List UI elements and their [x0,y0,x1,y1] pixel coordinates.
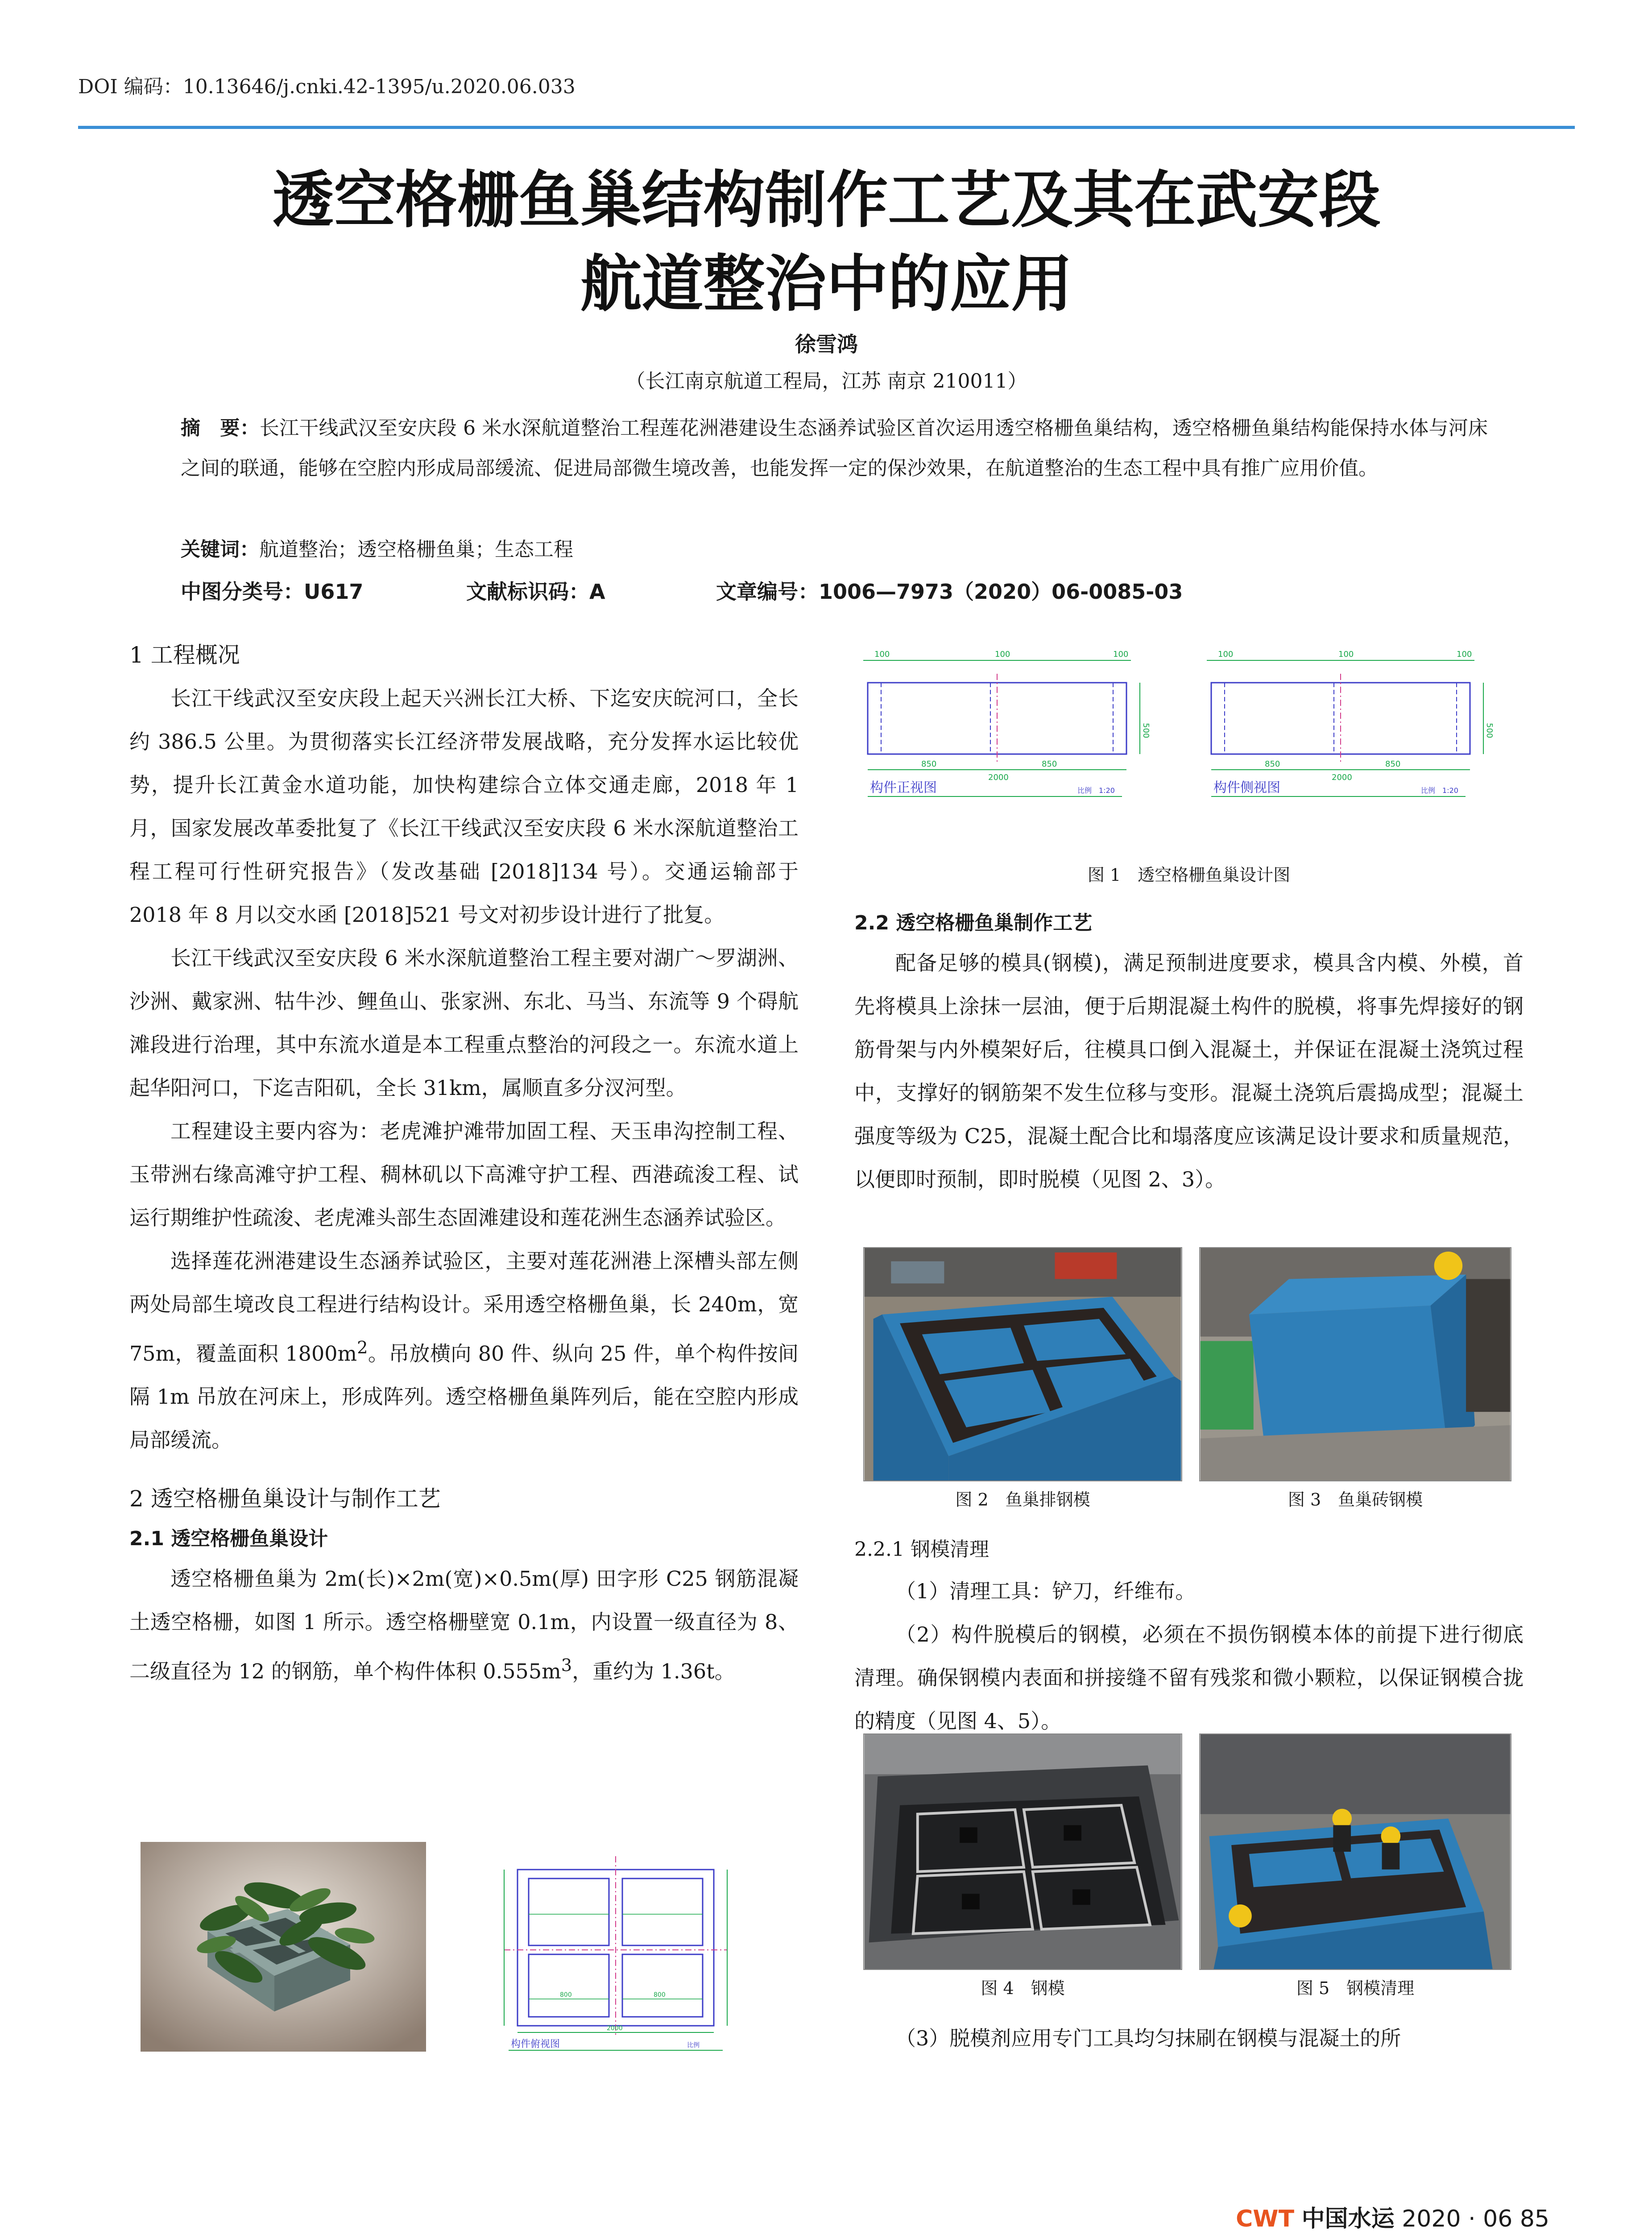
right-column-middle [854,1530,1524,1743]
scale-label: 比例 [687,2042,700,2049]
figure-5-photo [1199,1733,1511,1970]
article-meta [181,576,1183,605]
keywords-label: 关键词： [181,538,259,561]
paragraph: 配备足够的模具(钢模)，满足预制进度要求，模具含内模、外模，首先将模具上涂抹一层油，便于后期混凝土构件的脱模，将事先焊接好的钢筋骨架与内外模架好后，往模具口倒入混凝土，并保证在混凝土浇筑过程中，支撑好的钢筋架不发生位移与变形。混凝土浇筑后震捣成型；混凝土强度等级为 C25，混凝土配合比和塌落度应该满足设计要求和质量规范，以便即时预制，即时脱模（见图 2、3）。 [854,951,1524,1191]
figure-3-caption: 图 3 鱼巢砖钢模 [1288,1490,1423,1509]
subsection-2-2-heading: 2.2 透空格栅鱼巢制作工艺 [854,912,1093,934]
scale-label: 比例 1:20 [1077,786,1115,795]
journal-name: 中国水运 [1301,2206,1395,2231]
affiliation: （长江南京航道工程局，江苏 南京 210011） [625,370,1027,393]
dim-label: 100 [1457,650,1472,659]
dim-label: 800 [654,1991,666,1999]
dim-label: 100 [1338,650,1354,659]
dim-label: 100 [995,650,1010,659]
issue: 2020 · 06 [1402,2206,1513,2231]
title-line-2: 航道整治中的应用 [580,248,1073,320]
dim-label: 100 [874,650,890,659]
paragraph: 长江干线武汉至安庆段上起天兴洲长江大桥、下迄安庆皖河口，全长约 386.5 公里。为贯彻落实长江经济带发展战略，充分发挥水运比较优势，提升长江黄金水道功能，加快构建综合立体交通走廊，2018 年 1 月，国家发展改革委批复了《长江干线武汉至安庆段 6 米水深航道整治工程工程可行性研究报告》（发改基础 [2018]134 号）。交通运输部于 2018 年 8 月以交水函 [2018]521 号文对初步设计进行了批复。 [129,686,799,927]
page-footer [1236,2200,1549,2231]
paragraph: 工程建设主要内容为：老虎滩护滩带加固工程、天玉串沟控制工程、玉带洲右缘高滩守护工程、稠林矶以下高滩守护工程、西港疏浚工程、试运行期维护性疏浚、老虎滩头部生态固滩建设和莲花洲生态涵养试验区。 [129,1119,799,1230]
paragraph [129,1557,799,1693]
journal-brand: CWT [1236,2206,1295,2231]
dim-label: 850 [921,759,937,769]
document-code: 文献标识码：A [466,580,605,604]
dim-label: 850 [1385,759,1401,769]
clc-number: 中图分类号：U617 [181,580,364,604]
list-item: （1）清理工具：铲刀，纤维布。 [895,1579,1196,1603]
plan-view-drawing [491,1852,741,2057]
right-column-top [854,905,1524,1201]
dim-label: 500 [1485,723,1494,738]
page-number: 85 [1520,2206,1549,2231]
figure-3-photo [1199,1247,1511,1481]
front-view-label: 构件正视图 [870,780,937,796]
paper-title [78,158,1575,326]
right-column-bottom [854,2017,1524,2060]
subsection-2-1-heading: 2.1 透空格栅鱼巢设计 [129,1527,328,1551]
figure-1-drawing [854,643,1532,817]
abstract-label: 摘 要： [181,417,260,440]
dim-label: 2000 [988,773,1009,782]
dim-label: 500 [1141,723,1151,738]
plan-view-label: 构件俯视图 [511,2039,560,2050]
figure-4-photo [863,1733,1182,1970]
article-number: 文章编号：1006—7973（2020）06-0085-03 [716,580,1183,604]
keywords [181,533,573,562]
title-line-1: 透空格栅鱼巢结构制作工艺及其在武安段 [272,164,1381,236]
dim-label: 100 [1113,650,1129,659]
list-item: （3）脱模剂应用专门工具均匀抹刷在钢模与混凝土的所 [895,2026,1401,2050]
paragraph-part: 选择莲花洲港建设生态涵养试验区，主要对莲花洲港上深槽头部左侧两处局部生境改良工程进行结构设计。采用透空格栅鱼巢，长 240m，宽 75m，覆盖面积 1800m [129,1249,799,1366]
side-view-label: 构件侧视图 [1213,780,1280,796]
section-2-heading: 2 透空格栅鱼巢设计与制作工艺 [129,1486,441,1512]
figure-1-caption: 图 1 透空格栅鱼巢设计图 [1087,865,1291,885]
figure-5-caption: 图 5 钢模清理 [1296,1978,1415,1998]
dim-label: 100 [1218,650,1234,659]
dim-label: 2000 [1332,773,1352,782]
paragraph-part: 。吊放横向 80 件、纵向 25 件，单个构件按间隔 1m 吊放在河床上，形成阵列。透空格栅鱼巢阵列后，能在空腔内形成局部缓流。 [129,1341,799,1452]
paragraph-part: ，重约为 1.36t。 [572,1659,735,1684]
author: 徐雪鸿 [795,332,858,357]
side-view [1207,650,1494,796]
fishnest-render-image [141,1842,426,2052]
dim-label: 850 [1042,759,1057,769]
list-item: （2）构件脱模后的钢模，必须在不损伤钢模本体的前提下进行彻底清理。确保钢模内表面和拼接缝不留有残浆和微小颗粒，以保证钢模合拢的精度（见图 4、5）。 [854,1622,1524,1733]
left-column [129,634,799,1693]
superscript: 3 [561,1655,572,1676]
figure-2-photo [863,1247,1182,1481]
paragraph [129,1240,799,1462]
paragraph-part: 透空格栅鱼巢为 2m(长)×2m(宽)×0.5m(厚) 田字形 C25 钢筋混凝土透空格栅，如图 1 所示。透空格栅壁宽 0.1m，内设置一级直径为 8、二级直径为 12 的钢筋，单个构件体积 0.555m [129,1567,799,1684]
dim-label: 800 [560,1991,572,1999]
superscript: 2 [357,1338,368,1358]
scale-label: 比例 1:20 [1421,786,1458,795]
keywords-text: 航道整治；透空格栅鱼巢；生态工程 [259,538,573,561]
dim-label: 850 [1265,759,1280,769]
abstract-text: 长江干线武汉至安庆段 6 米水深航道整治工程莲花洲港建设生态涵养试验区首次运用透空格栅鱼巢结构，透空格栅鱼巢结构能保持水体与河床之间的联通，能够在空腔内形成局部缓流、促进局部微生境改善，也能发挥一定的保沙效果，在航道整治的生态工程中具有推广应用价值。 [181,417,1488,480]
subsection-2-2-1-heading: 2.2.1 钢模清理 [854,1538,989,1561]
front-view [863,650,1151,796]
header-rule [78,126,1575,129]
dim-label: 2000 [607,2025,623,2032]
doi: DOI 编码：10.13646/j.cnki.42-1395/u.2020.06.033 [78,75,576,98]
section-1-heading: 1 工程概况 [129,642,240,668]
figure-4-caption: 图 4 钢模 [981,1978,1065,1998]
abstract [181,408,1488,489]
figure-2-caption: 图 2 鱼巢排钢模 [955,1490,1090,1509]
paragraph: 长江干线武汉至安庆段 6 米水深航道整治工程主要对湖广～罗湖洲、沙洲、戴家洲、牯牛沙、鲤鱼山、张家洲、东北、马当、东流等 9 个碍航滩段进行治理，其中东流水道是本工程重点整治的河段之一。东流水道上起华阳河口，下迄吉阳矶，全长 31km，属顺直多分汊河型。 [129,946,799,1100]
